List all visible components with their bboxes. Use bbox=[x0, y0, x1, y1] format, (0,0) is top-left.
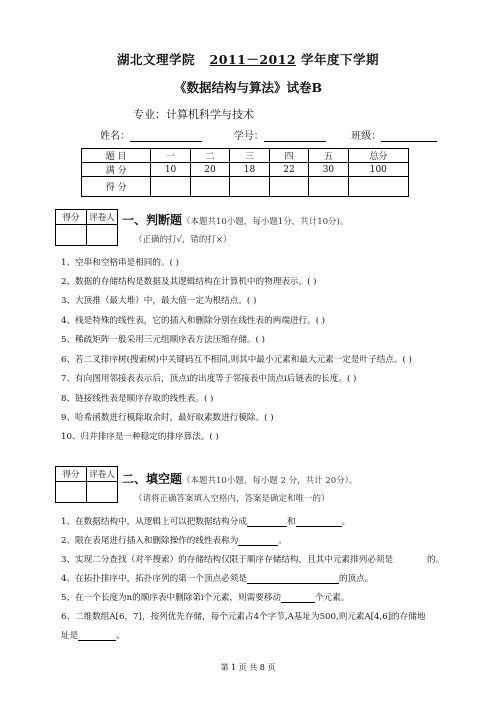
grader-name-cell[interactable] bbox=[87, 482, 118, 503]
full-marks-row bbox=[82, 163, 409, 177]
row-label: 得 分 bbox=[82, 177, 151, 197]
score-cell[interactable] bbox=[190, 177, 229, 197]
header-cell: 三 bbox=[230, 149, 269, 163]
tf-question: 1、空串和空格串是相同的。( ) bbox=[61, 258, 180, 268]
q-text: 和 bbox=[286, 517, 296, 527]
score-row bbox=[82, 177, 409, 197]
tf-question: 5、稀疏矩阵一般采用三元组顺序表方法压缩存储。( ) bbox=[61, 335, 265, 345]
tf-question: 8、链接线性表是顺序存取的线性表。( ) bbox=[61, 394, 214, 404]
grader-score-label: 得分 bbox=[56, 210, 87, 225]
tf-question: 2、数据的存储结构是数据及其逻辑结构在计算机中的物理表示。( ) bbox=[61, 277, 317, 287]
mark-cell: 10 bbox=[151, 163, 190, 177]
id-label: 学号： bbox=[233, 131, 264, 142]
exam-title: 《数据结构与算法》试卷B bbox=[173, 80, 323, 95]
row-label: 满 分 bbox=[82, 163, 151, 177]
section2-note: （请将正确答案填入空格内，答案是确定和唯一的） bbox=[134, 494, 330, 504]
q-text: 的顶点。 bbox=[338, 574, 374, 584]
section2-desc: （本题共10小题，每小题 2 分，共计 20分）。 bbox=[182, 476, 358, 486]
tf-question: 7、有向图用邻接表表示后，顶点i的出度等于邻接表中顶点i后链表的长度。( ) bbox=[61, 374, 357, 384]
mark-cell: 22 bbox=[269, 163, 308, 177]
score-table-header bbox=[82, 149, 409, 163]
q-text: 1、在数据结构中，从逻辑上可以把数据结构分成 bbox=[61, 517, 247, 527]
grader-label: 评卷人 bbox=[87, 467, 118, 482]
fill-question-2 bbox=[61, 534, 287, 546]
tf-question: 3、大顶推（最大堆）中，最大值一定为根结点。( ) bbox=[61, 296, 257, 306]
q-text: 。 bbox=[278, 536, 287, 546]
section2-heading bbox=[122, 468, 357, 487]
q-text: 。 bbox=[116, 631, 125, 641]
answer-blank[interactable] bbox=[281, 593, 315, 603]
class-label: 班级： bbox=[351, 131, 382, 142]
academic-year: 2011－2012 bbox=[209, 52, 297, 67]
mark-cell: 100 bbox=[348, 163, 408, 177]
score-cell[interactable] bbox=[269, 177, 308, 197]
header-cell: 一 bbox=[151, 149, 190, 163]
fill-question-4 bbox=[61, 572, 373, 584]
section2-title: 二、填空题 bbox=[122, 472, 183, 486]
section1-heading bbox=[122, 209, 348, 228]
tf-question: 4、栈是特殊的线性表，它的插入和删除分别在线性表的两端进行。( ) bbox=[61, 316, 326, 326]
score-cell[interactable] bbox=[309, 177, 348, 197]
fill-question-6 bbox=[61, 610, 425, 622]
section1-note: （正确的打√，错的打×） bbox=[134, 235, 232, 245]
grader-label: 评卷人 bbox=[87, 210, 118, 225]
score-cell[interactable] bbox=[230, 177, 269, 197]
answer-blank[interactable] bbox=[247, 574, 339, 584]
grader-box-1 bbox=[55, 209, 118, 246]
section1-desc: （本题共10小题，每小题1分，共计10分)。 bbox=[182, 217, 349, 227]
answer-blank[interactable] bbox=[296, 517, 342, 527]
name-label: 姓名： bbox=[100, 131, 130, 142]
class-field[interactable] bbox=[381, 131, 437, 142]
grader-score-cell[interactable] bbox=[56, 225, 87, 246]
answer-blank[interactable] bbox=[78, 631, 116, 641]
header-cell: 总分 bbox=[348, 149, 408, 163]
student-info-row bbox=[100, 127, 437, 142]
score-cell[interactable] bbox=[151, 177, 190, 197]
q-text: 5、在一个长度为n的顺序表中删除第i个元素，则需要移动 bbox=[61, 593, 282, 603]
score-table bbox=[81, 148, 409, 197]
answer-blank[interactable] bbox=[247, 517, 287, 527]
fill-question-3 bbox=[61, 553, 444, 565]
grader-box-2 bbox=[55, 466, 118, 503]
q-text: 个元素。 bbox=[315, 593, 350, 603]
major-line: 专业：计算机科学与技术 bbox=[133, 108, 254, 121]
exam-header bbox=[0, 50, 496, 68]
q-text: 2、限在表尾进行插入和删除操作的线性表称为 bbox=[61, 536, 239, 546]
answer-blank[interactable] bbox=[238, 536, 278, 546]
header-cell: 二 bbox=[190, 149, 229, 163]
header-cell: 四 bbox=[269, 149, 308, 163]
q-text: 址是 bbox=[61, 631, 79, 641]
page-footer: 第 1 页 共 8 页 bbox=[220, 663, 276, 672]
q-text: 3、实现二分查找（对半搜索）的存储结构仅限于顺序存储结构，且其中元素排列必须是 bbox=[61, 555, 394, 565]
term: 学年度下学期 bbox=[301, 52, 380, 67]
tf-question: 6、若二叉排序树(搜索树)中关键码互不相同,则其中最小元素和最大元素一定是叶子结点。( ) bbox=[61, 355, 412, 365]
grader-score-cell[interactable] bbox=[56, 482, 87, 503]
q-text: 4、在拓扑排序中，拓扑序列的第一个顶点必须是 bbox=[61, 574, 247, 584]
fill-question-1 bbox=[61, 515, 350, 527]
mark-cell: 30 bbox=[309, 163, 348, 177]
q-text: 的。 bbox=[427, 555, 445, 565]
q-text: 。 bbox=[341, 517, 351, 527]
id-field[interactable] bbox=[264, 131, 326, 142]
grader-score-label: 得分 bbox=[56, 467, 87, 482]
header-cell: 题 目 bbox=[82, 149, 151, 163]
school-name: 湖北文理学院 bbox=[116, 52, 195, 67]
header-cell: 五 bbox=[309, 149, 348, 163]
fill-question-5 bbox=[61, 591, 349, 603]
name-field[interactable] bbox=[130, 131, 202, 142]
score-cell[interactable] bbox=[348, 177, 408, 197]
mark-cell: 20 bbox=[190, 163, 229, 177]
tf-question: 10、归并排序是一种稳定的排序算法。( ) bbox=[61, 432, 219, 442]
grader-name-cell[interactable] bbox=[87, 225, 118, 246]
section1-title: 一、判断题 bbox=[122, 213, 183, 227]
tf-question: 9、哈希函数进行模除取余时，最好取素数进行模除。( ) bbox=[61, 413, 274, 423]
fill-question-6-cont bbox=[61, 629, 125, 641]
mark-cell: 18 bbox=[230, 163, 269, 177]
q-text: 6、二维数组A[6，7]，按列优先存储，每个元素占4个字节,A基址为500,则元素A[4,6]的存储地 bbox=[61, 612, 426, 622]
